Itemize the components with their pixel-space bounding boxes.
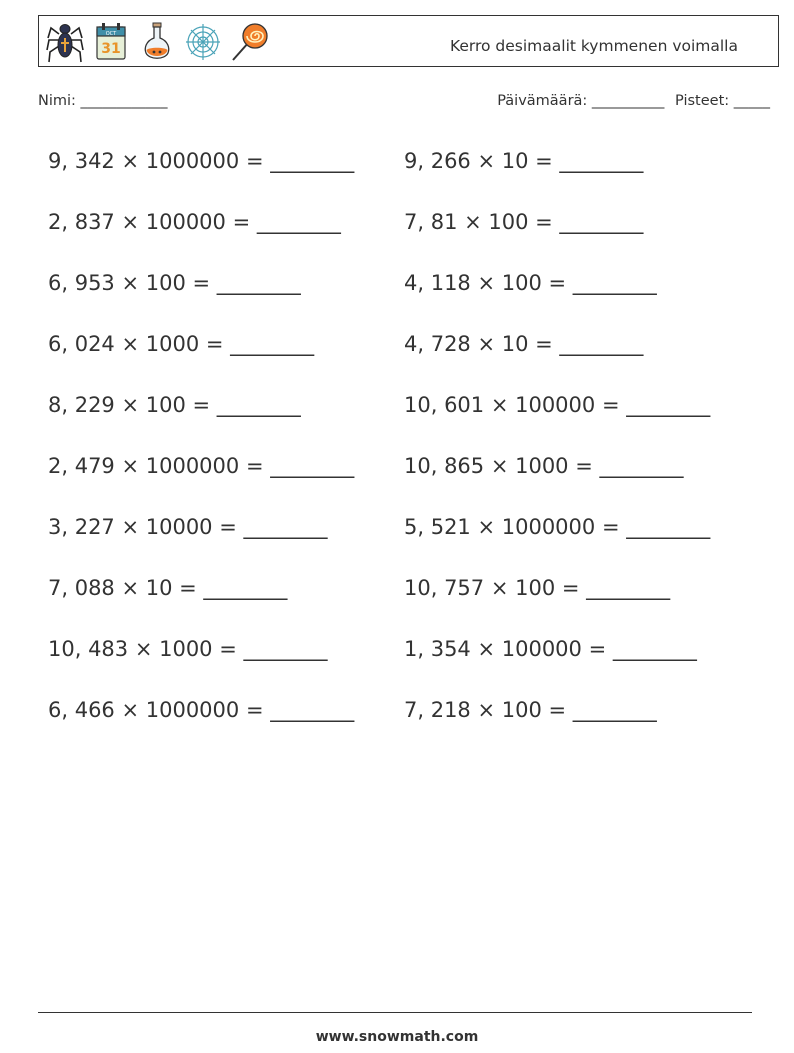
header-icons [45, 20, 269, 64]
problem-right-8: 10, 757 × 100 = ________ [404, 576, 671, 600]
spiderweb-icon [183, 20, 223, 64]
name-field-label: Nimi: ____________ [38, 93, 168, 109]
calendar-icon [91, 20, 131, 64]
date-score-fields [491, 93, 770, 109]
date-field-label: Päivämäärä: __________ [497, 93, 665, 109]
potion-icon [137, 20, 177, 64]
lollipop-icon [229, 20, 269, 64]
problem-left-2: 2, 837 × 100000 = ________ [48, 210, 341, 234]
calendar-day-text: 31 [101, 41, 121, 57]
problem-left-10: 6, 466 × 1000000 = ________ [48, 698, 355, 722]
problem-right-6: 10, 865 × 1000 = ________ [404, 454, 684, 478]
problem-left-7: 3, 227 × 10000 = ________ [48, 515, 328, 539]
calendar-month-text: OCT [105, 31, 117, 37]
problem-right-10: 7, 218 × 100 = ________ [404, 698, 657, 722]
problem-left-6: 2, 479 × 1000000 = ________ [48, 454, 355, 478]
problem-left-3: 6, 953 × 100 = ________ [48, 271, 301, 295]
problem-left-1: 9, 342 × 1000000 = ________ [48, 149, 355, 173]
problem-right-9: 1, 354 × 100000 = ________ [404, 637, 697, 661]
problem-left-8: 7, 088 × 10 = ________ [48, 576, 288, 600]
footer-divider [38, 1012, 752, 1013]
problem-right-7: 5, 521 × 1000000 = ________ [404, 515, 711, 539]
problem-left-5: 8, 229 × 100 = ________ [48, 393, 301, 417]
problem-right-2: 7, 81 × 100 = ________ [404, 210, 644, 234]
footer-url: www.snowmath.com [315, 1029, 479, 1045]
problem-right-4: 4, 728 × 10 = ________ [404, 332, 644, 356]
score-field-label: Pisteet: _____ [675, 93, 770, 109]
problem-right-5: 10, 601 × 100000 = ________ [404, 393, 711, 417]
problem-right-3: 4, 118 × 100 = ________ [404, 271, 657, 295]
spider-icon [45, 20, 85, 64]
worksheet-header [38, 15, 779, 67]
worksheet-title: Kerro desimaalit kymmenen voimalla [449, 37, 738, 55]
problem-left-4: 6, 024 × 1000 = ________ [48, 332, 315, 356]
problem-left-9: 10, 483 × 1000 = ________ [48, 637, 328, 661]
problem-right-1: 9, 266 × 10 = ________ [404, 149, 644, 173]
